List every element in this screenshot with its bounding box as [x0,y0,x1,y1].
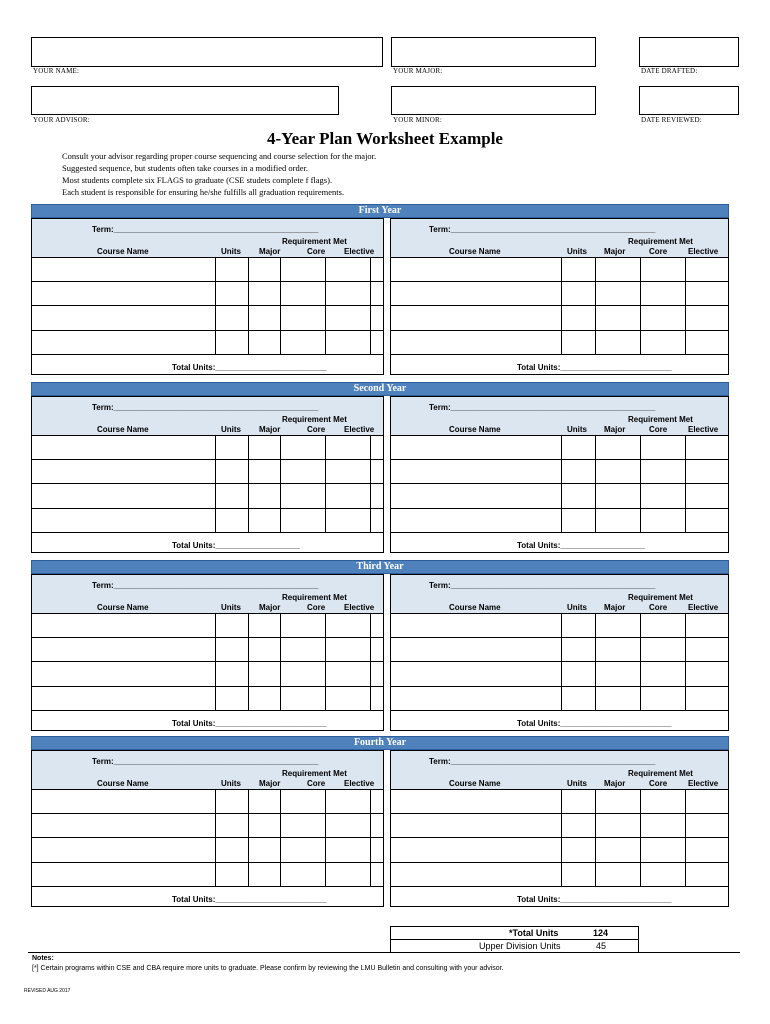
course-row[interactable] [391,257,728,282]
requirement-met-label: Requirement Met [282,415,347,424]
core-label: Core [649,247,668,256]
semester-first-fall [31,218,384,375]
column-divider [215,435,216,533]
elective-label: Elective [688,779,719,788]
date-drafted-label: DATE DRAFTED: [641,67,698,75]
column-divider [640,613,641,711]
course-row[interactable] [32,613,383,638]
column-divider [595,613,596,711]
total-units-line: Total Units:_________________________ [517,719,672,728]
course-row[interactable] [32,814,383,839]
course-row[interactable] [391,460,728,485]
core-label: Core [307,603,326,612]
column-divider [325,435,326,533]
requirement-met-label: Requirement Met [628,593,693,602]
elective-label: Elective [344,425,375,434]
requirement-met-label: Requirement Met [628,237,693,246]
term-label: Term:______________________________________________ [92,403,319,412]
course-row[interactable] [391,638,728,663]
course-name-label: Course Name [449,779,501,788]
course-row[interactable] [391,282,728,307]
semester-fourth-fall [31,750,384,907]
units-label: Units [567,425,587,434]
column-divider [215,257,216,355]
major-field[interactable] [391,37,596,67]
units-label: Units [221,247,241,256]
course-row[interactable] [32,306,383,331]
advisor-label: YOUR ADVISOR: [33,116,90,124]
core-label: Core [649,603,668,612]
major-label: Major [259,247,281,256]
major-label: Major [259,779,281,788]
course-row[interactable] [32,331,383,356]
date-drafted-field[interactable] [639,37,739,67]
total-units-line: Total Units:_________________________ [172,895,327,904]
major-label: Major [604,603,626,612]
semester-header [391,575,728,614]
column-divider [640,257,641,355]
semester-third-spring [390,574,729,731]
elective-label: Elective [688,425,719,434]
column-divider [370,789,371,887]
page-title: 4-Year Plan Worksheet Example [267,129,503,148]
requirement-met-label: Requirement Met [628,769,693,778]
semester-header [32,751,383,790]
total-units-line: Total Units:___________________ [517,541,645,550]
column-divider [595,435,596,533]
course-name-label: Course Name [449,603,501,612]
units-label: Units [221,603,241,612]
course-row[interactable] [32,435,383,460]
elective-label: Elective [688,603,719,612]
core-label: Core [307,425,326,434]
course-grid [32,435,383,542]
elective-label: Elective [344,779,375,788]
course-row[interactable] [391,662,728,687]
course-row[interactable] [32,789,383,814]
major-label: YOUR MAJOR: [393,67,443,75]
course-grid [32,257,383,364]
column-divider [640,789,641,887]
course-row[interactable] [391,838,728,863]
notes-heading: Notes: [32,955,54,962]
term-label: Term:______________________________________________ [429,757,656,766]
course-row[interactable] [32,509,383,534]
column-divider [561,257,562,355]
major-label: Major [259,603,281,612]
name-label: YOUR NAME: [33,67,80,75]
semester-header [32,397,383,436]
course-grid [391,613,728,720]
core-label: Core [307,247,326,256]
units-label: Units [567,247,587,256]
column-divider [248,613,249,711]
major-label: Major [604,779,626,788]
intro-line-1: Consult your advisor regarding proper course sequencing and course selection for the major. [62,151,377,161]
column-divider [595,257,596,355]
column-divider [685,789,686,887]
total-units-value: 124 [593,928,609,938]
course-row[interactable] [391,863,728,888]
term-label: Term:______________________________________________ [92,581,319,590]
minor-field[interactable] [391,86,596,115]
notes-line: [*] Certain programs within CSE and CBA require more units to graduate. Please confirm by reviewing the LMU Bulletin and consulting with your advisor. [32,965,504,972]
semester-fourth-spring [390,750,729,907]
year-bar-fourth: Fourth Year [31,736,729,750]
column-divider [215,613,216,711]
semester-header [391,751,728,790]
semester-header [391,219,728,258]
major-label: Major [604,247,626,256]
course-name-label: Course Name [449,425,501,434]
units-label: Units [221,425,241,434]
total-units-line: Total Units:_________________________ [172,363,327,372]
intro-line-4: Each student is responsible for ensuring he/she fulfills all graduation requirements. [62,187,345,197]
year-bar-second: Second Year [31,382,729,396]
term-label: Term:______________________________________________ [92,757,319,766]
units-label: Units [567,779,587,788]
course-name-label: Course Name [449,247,501,256]
revised-footer: REVISED AUG 2017 [24,988,71,994]
course-grid [391,789,728,896]
requirement-met-label: Requirement Met [282,237,347,246]
column-divider [280,435,281,533]
major-label: Major [604,425,626,434]
units-label: Units [221,779,241,788]
course-grid [391,257,728,364]
name-field[interactable] [31,37,383,67]
course-row[interactable] [391,435,728,460]
units-label: Units [567,603,587,612]
column-divider [370,435,371,533]
course-row[interactable] [32,484,383,509]
intro-line-2: Suggested sequence, but students often take courses in a modified order. [62,163,308,173]
column-divider [325,257,326,355]
term-label: Term:______________________________________________ [429,225,656,234]
requirement-met-label: Requirement Met [282,769,347,778]
course-row[interactable] [391,306,728,331]
year-bar-third: Third Year [31,560,729,574]
semester-second-spring [390,396,729,553]
semester-second-fall [31,396,384,553]
column-divider [370,613,371,711]
requirement-met-label: Requirement Met [628,415,693,424]
course-row[interactable] [32,863,383,888]
minor-label: YOUR MINOR: [393,116,443,124]
advisor-field[interactable] [31,86,339,115]
course-name-label: Course Name [97,425,149,434]
column-divider [595,789,596,887]
course-row[interactable] [391,687,728,712]
column-divider [561,789,562,887]
intro-line-3: Most students complete six FLAGS to graduate (CSE studets complete f flags). [62,175,333,185]
column-divider [215,789,216,887]
column-divider [640,435,641,533]
course-row[interactable] [32,257,383,282]
course-name-label: Course Name [97,779,149,788]
notes-divider [28,952,740,953]
upper-division-label: Upper Division Units [479,941,561,951]
total-units-label: *Total Units [509,928,559,938]
course-row[interactable] [32,662,383,687]
course-grid [32,789,383,896]
semester-header [391,397,728,436]
column-divider [280,257,281,355]
units-summary [390,926,639,953]
term-label: Term:______________________________________________ [429,581,656,590]
core-label: Core [649,425,668,434]
column-divider [685,435,686,533]
column-divider [561,613,562,711]
year-bar-first: First Year [31,204,729,218]
core-label: Core [649,779,668,788]
elective-label: Elective [344,247,375,256]
total-units-line: Total Units:___________________ [172,541,300,550]
column-divider [561,435,562,533]
course-row[interactable] [32,460,383,485]
column-divider [248,789,249,887]
column-divider [370,257,371,355]
semester-header [32,575,383,614]
column-divider [685,613,686,711]
course-name-label: Course Name [97,247,149,256]
total-units-line: Total Units:_________________________ [517,363,672,372]
column-divider [280,789,281,887]
elective-label: Elective [688,247,719,256]
term-label: Term:______________________________________________ [429,403,656,412]
course-row[interactable] [391,484,728,509]
major-label: Major [259,425,281,434]
course-grid [391,435,728,542]
term-label: Term:______________________________________________ [92,225,319,234]
semester-third-fall [31,574,384,731]
total-units-line: Total Units:_________________________ [517,895,672,904]
upper-division-value: 45 [596,941,607,951]
course-row[interactable] [32,282,383,307]
column-divider [685,257,686,355]
course-row[interactable] [391,613,728,638]
course-row[interactable] [32,687,383,712]
column-divider [280,613,281,711]
course-row[interactable] [391,814,728,839]
date-reviewed-field[interactable] [639,86,739,115]
total-units-line: Total Units:_________________________ [172,719,327,728]
course-name-label: Course Name [97,603,149,612]
requirement-met-label: Requirement Met [282,593,347,602]
column-divider [248,257,249,355]
course-row[interactable] [391,509,728,534]
date-reviewed-label: DATE REVIEWED: [641,116,702,124]
semester-first-spring [390,218,729,375]
column-divider [325,789,326,887]
course-row[interactable] [391,789,728,814]
semester-header [32,219,383,258]
core-label: Core [307,779,326,788]
course-row[interactable] [32,838,383,863]
elective-label: Elective [344,603,375,612]
column-divider [325,613,326,711]
course-row[interactable] [32,638,383,663]
course-row[interactable] [391,331,728,356]
column-divider [248,435,249,533]
course-grid [32,613,383,720]
